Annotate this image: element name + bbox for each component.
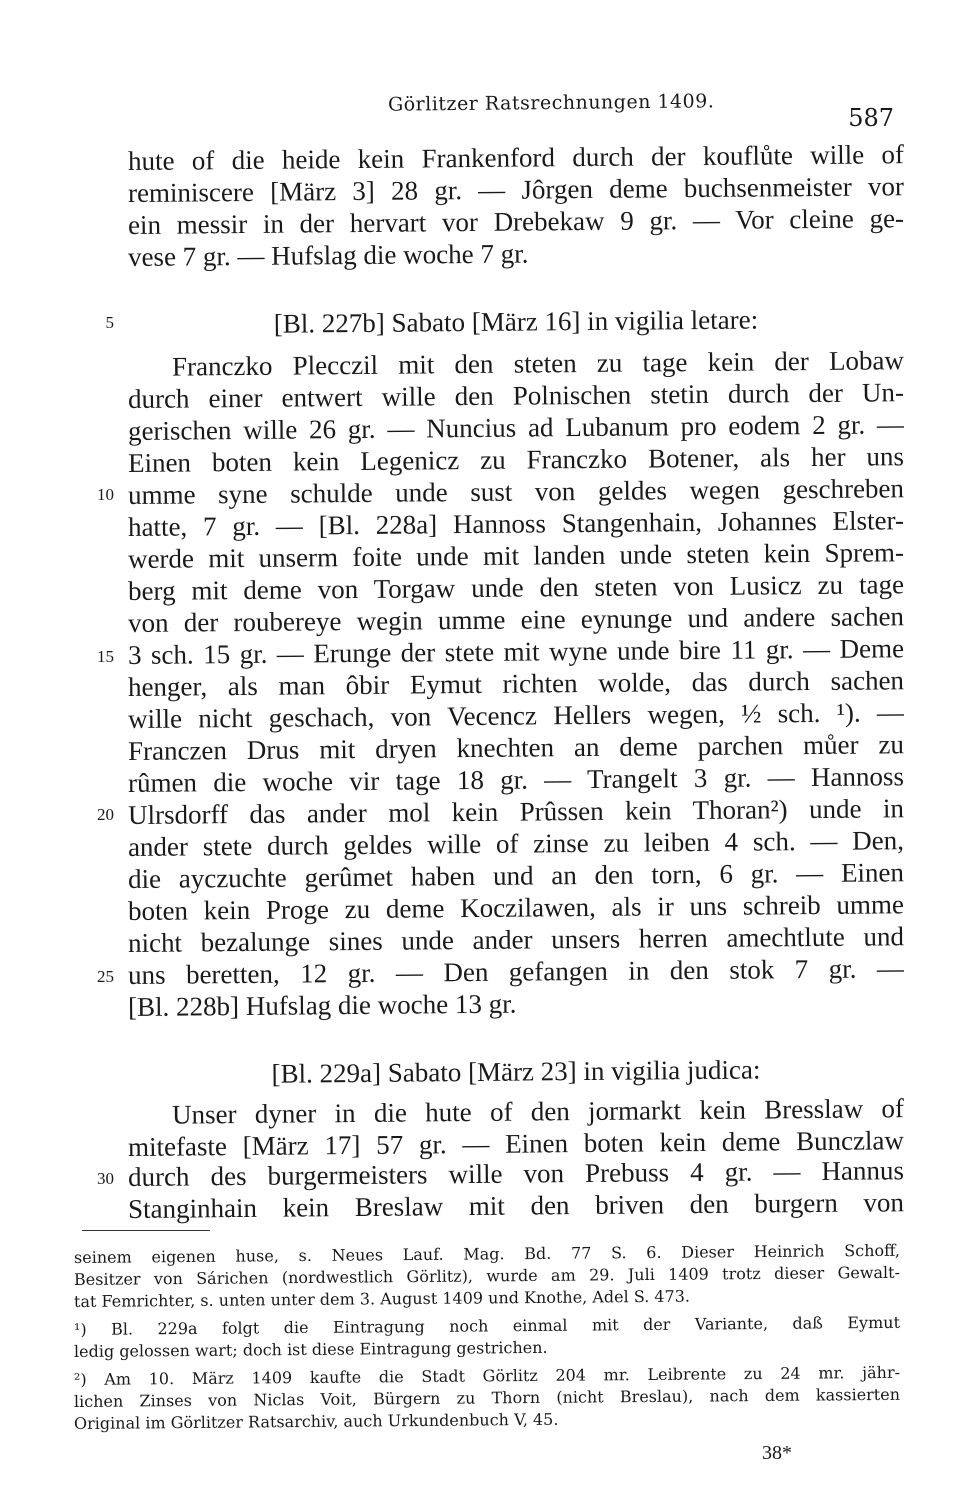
text-line: boten kein Proge zu deme Koczilawen, als ir uns schreib umme [127,889,905,926]
footnote-line: Besitzer von Sárichen (nordwestlich Görlitz), wurde am 29. Juli 1409 trotz dieser Gewalt- [73,1262,901,1289]
text-line: nicht bezalunge sines unde ander unsers herren amechtlute und [127,921,905,958]
section-heading-text: [Bl. 229a] Sabato [März 23] in vigilia judica: [271,1054,761,1089]
footnote-line: seinem eigenen huse, s. Neues Lauf. Mag. Bd. 77 S. 6. Dieser Heinrich Schoff, [73,1240,901,1267]
text-line: berg mit deme von Torgaw unde den steten von Lusicz zu tage [127,569,905,606]
line-number: 25 [97,967,114,986]
text-line: uns beretten, 12 gr. — Den gefangen in den stok 7 gr. — [127,953,905,990]
text-line: vese 7 gr. — Hufslag die woche 7 gr. [127,238,529,272]
line-number: 5 [105,313,114,332]
running-head: Görlitzer Ratsrechnungen 1409. [387,90,715,116]
text-line: Unser dyner in die hute of den jormarkt kein Bresslaw of [171,1093,905,1130]
text-line: werde mit unserm foite unde mit landen unde steten kein Sprem- [127,537,905,574]
signature-mark: 38* [762,1442,792,1464]
footnote-line: ¹) Bl. 229a folgt die Eintragung noch einmal mit der Variante, daß Eymut [73,1312,901,1339]
text-line: hute of die heide kein Frankenford durch der kouflůte wille of [127,139,905,176]
line-number: 20 [97,805,114,824]
text-line: 3 sch. 15 gr. — Erunge der stete mit wyne unde bire 11 gr. — Deme [127,633,905,670]
text-line: Ulrsdorff das ander mol kein Prûssen kein Thoran²) unde in [127,793,905,830]
footnote-rule [82,1230,210,1231]
text-line: hatte, 7 gr. — [Bl. 228a] Hannoss Stangenhain, Johannes Elster- [127,505,905,542]
section-heading-text: [Bl. 227b] Sabato [März 16] in vigilia letare: [273,304,759,339]
text-line: mitefaste [März 17] 57 gr. — Einen boten kein deme Bunczlaw [127,1125,905,1162]
line-number: 30 [97,1169,114,1188]
section-heading [128,1053,904,1090]
text-line: von der roubereye wegin umme eine eynunge und andere sachen [127,601,905,638]
text-line: rûmen die woche vir tage 18 gr. — Trangelt 3 gr. — Hannoss [127,761,905,798]
text-line: durch des burgermeisters wille von Prebuss 4 gr. — Hannus [127,1155,905,1192]
text-line: gerischen wille 26 gr. — Nuncius ad Lubanum pro eodem 2 gr. — [127,409,905,446]
text-line: reminiscere [März 3] 28 gr. — Jôrgen deme buchsenmeister vor [127,171,905,208]
footnote-line: ²) Am 10. März 1409 kaufte die Stadt Görlitz 204 mr. Leibrente zu 24 mr. jähr- [73,1362,901,1389]
text-line: ein messir in der hervart vor Drebekaw 9 gr. — Vor cleine ge- [127,203,905,240]
text-line: ander stete durch geldes wille of zinse zu leiben 4 sch. — Den, [127,825,905,862]
text-line: henger, als man ôbir Eymut richten wolde, das durch sachen [127,665,905,702]
footnote-line: ledig gelossen wart; doch ist diese Eintragung gestrichen. [73,1337,548,1361]
text-line: Franczko Plecczil mit den steten zu tage kein der Lobaw [171,345,905,382]
line-number: 10 [97,485,114,504]
text-line: umme syne schulde unde sust von geldes wegen geschreben [127,473,905,510]
text-line: Franczen Drus mit dryen knechten an deme parchen můer zu [127,729,905,766]
text-line: Einen boten kein Legenicz zu Franczko Botener, als her uns [127,441,905,478]
text-line: die ayczuchte gerûmet haben und an den torn, 6 gr. — Einen [127,857,905,894]
line-number: 15 [97,647,114,666]
section-heading [128,303,904,340]
text-line: [Bl. 228b] Hufslag die woche 13 gr. [127,988,517,1022]
footnote-line: lichen Zinses von Niclas Voit, Bürgern zu Thorn (nicht Breslau), nach dem kassierten [73,1384,901,1411]
text-line: durch einer entwert wille den Polnischen stetin durch der Un- [127,377,905,414]
page-number: 587 [848,104,894,132]
footnote-line: tat Femrichter, s. unten unter dem 3. August 1409 und Knothe, Adel S. 473. [73,1286,691,1311]
footnote-line: Original im Görlitzer Ratsarchiv, auch Urkundenbuch V, 45. [73,1409,559,1433]
text-line: wille nicht geschach, von Vecencz Hellers wegen, ½ sch. ¹). — [127,697,905,734]
text-line: Stanginhain kein Breslaw mit den briven den burgern von [127,1187,905,1224]
